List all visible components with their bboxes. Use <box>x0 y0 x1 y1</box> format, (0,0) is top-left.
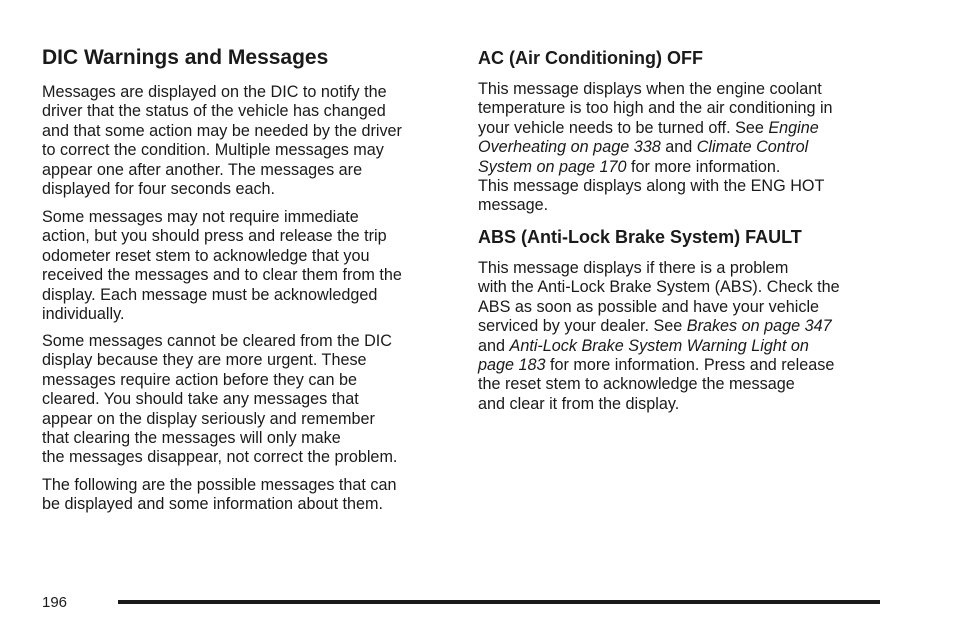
text-line: Overheating on page 338 and Climate Control <box>478 138 809 157</box>
ac-off-heading: AC (Air Conditioning) OFF <box>478 48 703 68</box>
text-line: serviced by your dealer. See Brakes on page 347 <box>478 317 832 336</box>
text-line: odometer reset stem to acknowledge that you <box>42 246 370 265</box>
text-line: display because they are more urgent. These <box>42 351 367 370</box>
page-number: 196 <box>42 594 68 611</box>
text-line: This message displays along with the ENG HOT <box>478 177 825 196</box>
engine-overheating-reference: Overheating on page 338 <box>478 138 661 157</box>
text-line: and clear it from the display. <box>478 394 680 413</box>
text-line: This message displays when the engine coolant <box>478 80 822 98</box>
text-line: action, but you should press and release the trip <box>42 227 387 246</box>
acknowledge-paragraph <box>42 208 402 324</box>
abs-fault-paragraph <box>478 259 840 414</box>
text-line: appear on the display seriously and remember <box>42 409 375 428</box>
text-line: appear one after another. The messages are <box>42 160 363 179</box>
text-line: temperature is too high and the air conditioning in <box>478 99 833 118</box>
text-line: ABS as soon as possible and have your vehicle <box>478 297 820 316</box>
text-line: This message displays if there is a problem <box>478 259 789 277</box>
text-line: page 183 for more information. Press and release <box>478 356 835 375</box>
text-line: Messages are displayed on the DIC to notify the <box>42 83 387 101</box>
footer-rule <box>118 600 880 604</box>
text-line: display. Each message must be acknowledged <box>42 285 378 304</box>
engine-overheating-reference: Engine <box>768 118 819 137</box>
intro-paragraph <box>42 83 402 199</box>
brakes-reference: Brakes on page 347 <box>686 317 832 336</box>
text-line: message. <box>478 196 549 215</box>
text-line: messages require action before they can be <box>42 370 357 389</box>
text-line: that clearing the messages will only make <box>42 429 341 448</box>
text-line: driver that the status of the vehicle has changed <box>42 102 386 121</box>
text-line: and Anti-Lock Brake System Warning Light on <box>478 336 809 355</box>
climate-control-reference: Climate Control <box>696 138 809 157</box>
text-line: to correct the condition. Multiple messages may <box>42 141 384 160</box>
possible-messages-paragraph <box>42 476 397 515</box>
abs-warning-light-reference: page 183 <box>478 356 546 375</box>
ac-off-paragraph <box>478 80 833 216</box>
text-line: with the Anti-Lock Brake System (ABS). Check the <box>478 278 840 297</box>
text-line: System on page 170 for more information. <box>478 157 781 176</box>
text-line: Some messages may not require immediate <box>42 208 359 226</box>
text-line: and that some action may be needed by the driver <box>42 121 402 140</box>
text-line: the reset stem to acknowledge the message <box>478 375 795 394</box>
abs-warning-light-reference: Anti-Lock Brake System Warning Light on <box>509 336 809 355</box>
climate-control-reference: System on page 170 <box>478 157 627 176</box>
text-line: Some messages cannot be cleared from the DIC <box>42 332 392 350</box>
text-line: your vehicle needs to be turned off. See Engine <box>478 118 819 137</box>
urgent-messages-paragraph <box>42 332 397 468</box>
abs-fault-heading: ABS (Anti-Lock Brake System) FAULT <box>478 227 802 247</box>
dic-warnings-title: DIC Warnings and Messages <box>42 46 329 69</box>
text-line: the messages disappear, not correct the problem. <box>42 448 398 467</box>
text-line: The following are the possible messages that can <box>42 476 397 494</box>
text-line: cleared. You should take any messages that <box>42 390 359 409</box>
text-line: displayed for four seconds each. <box>42 180 276 199</box>
text-line: individually. <box>42 305 125 324</box>
text-line: received the messages and to clear them from the <box>42 266 402 285</box>
text-line: be displayed and some information about them. <box>42 495 384 514</box>
